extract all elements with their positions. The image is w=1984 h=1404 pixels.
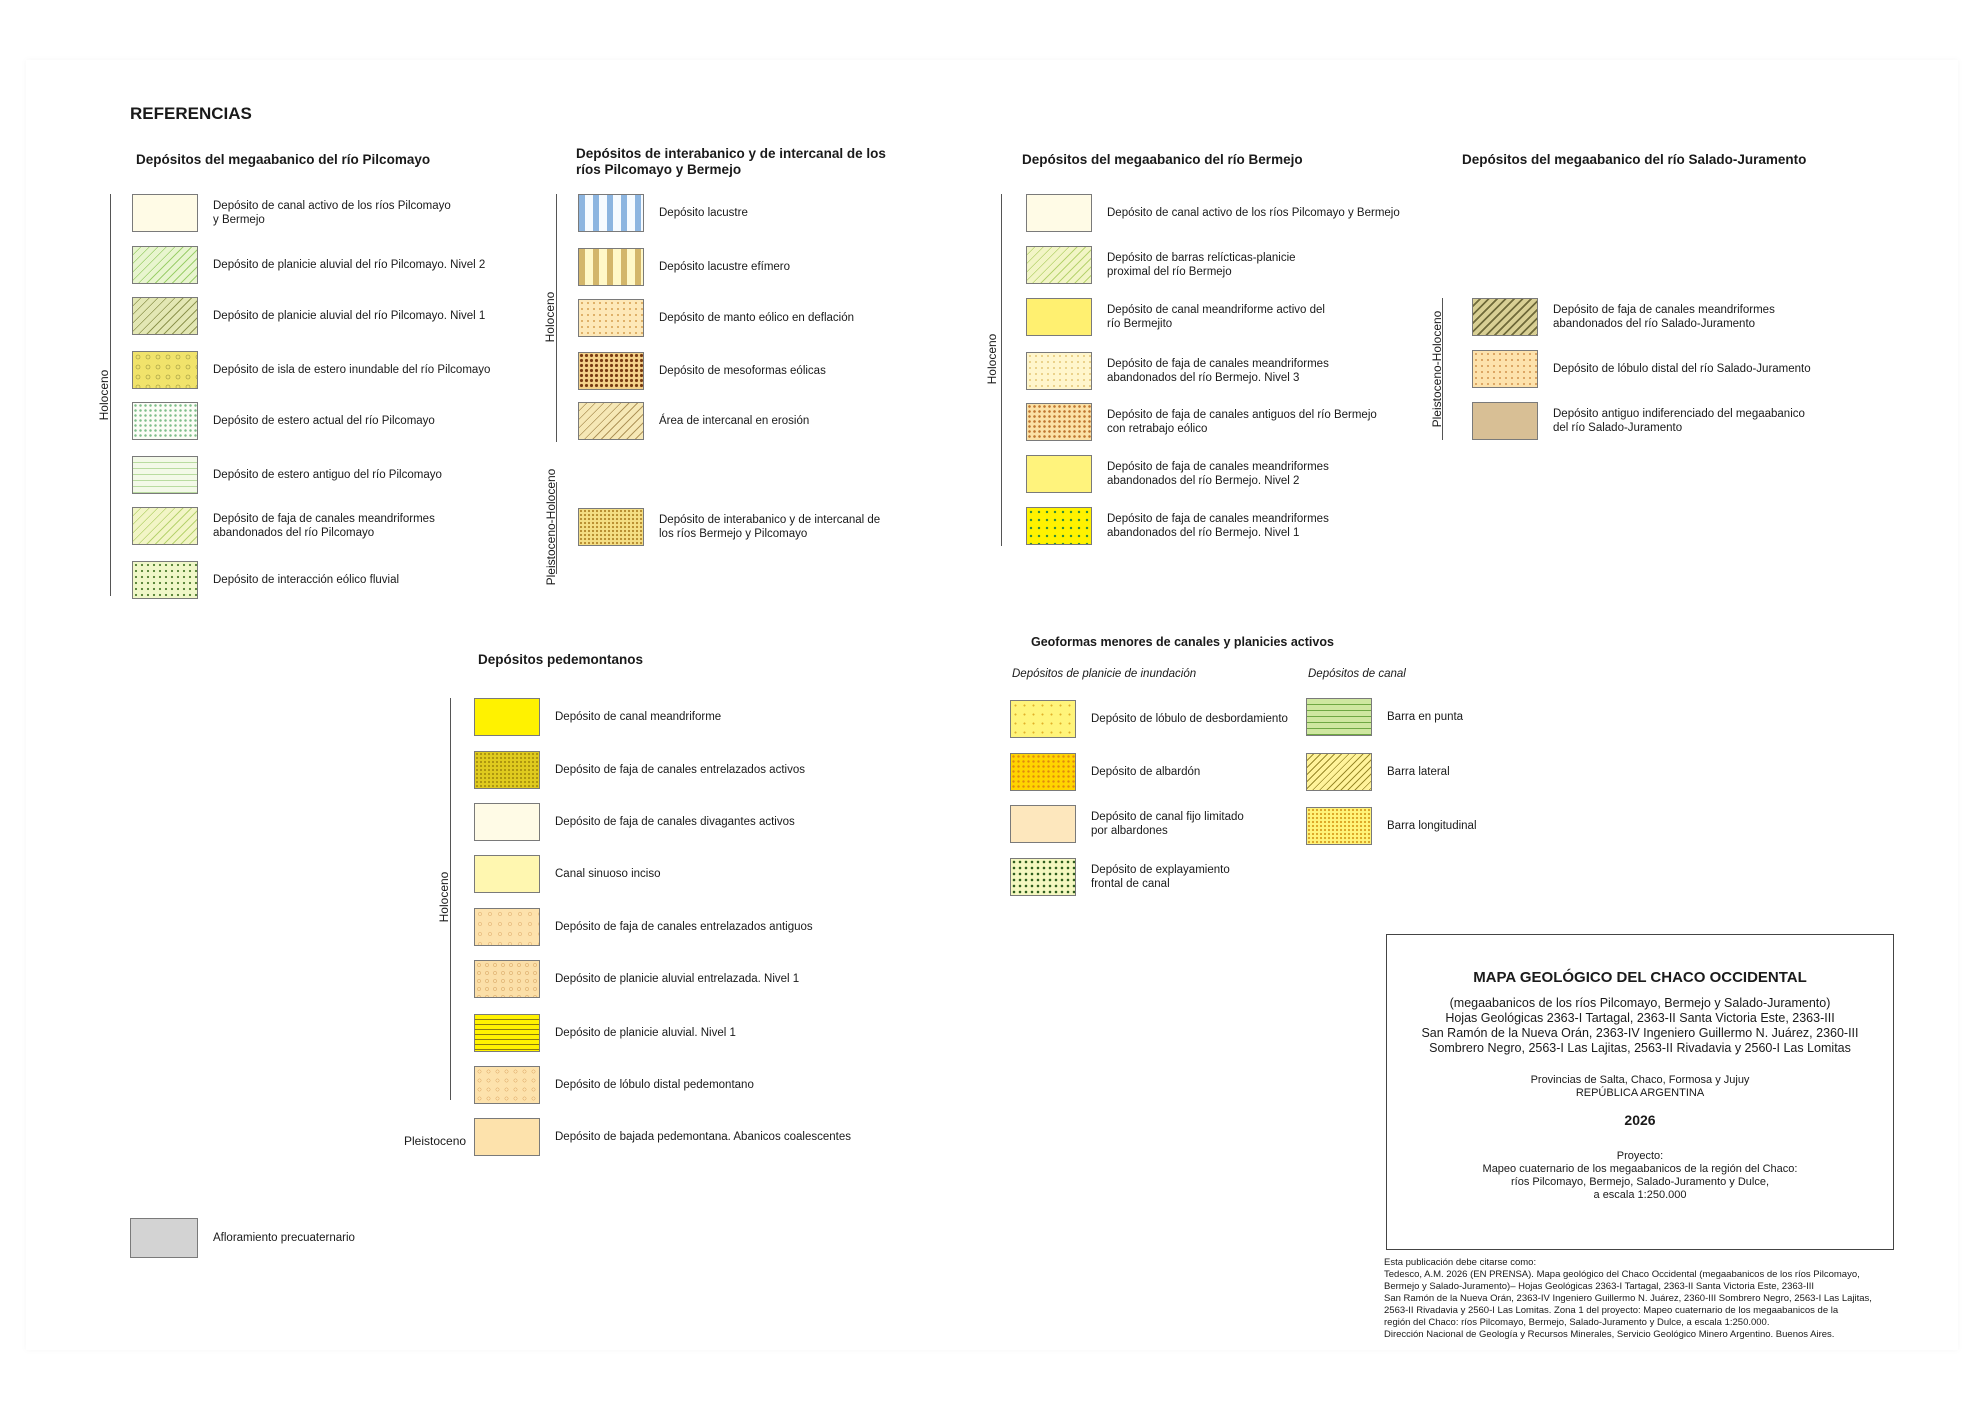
legend-item [132, 351, 513, 389]
legend-swatch [1472, 298, 1538, 336]
legend-item [474, 908, 875, 946]
legend-swatch [132, 402, 198, 440]
legend-label: Depósito de canal meandriforme [555, 711, 722, 723]
citation-text: Esta publicación debe citarse como: Tedesco, A.M. 2026 (EN PRENSA). Mapa geológico del Chaco Occidental (megaabanicos de los ríos Pilcomayo, Bermejo y Salado-Juramento)– Hojas Geológicas 2363-I Tartagal, 2363-II Santa Victoria Este, 2363-III San Ramón de la Nueva Orán, 2363-IV Ingeniero Guillermo N. Juárez, 2360-III Sombrero Negro, 2563-I Las Lajitas, 2563-II Rivadavia y 2560-I Las Lomitas. Zona 1 del proyecto: Mapeo cuaternario de los megaabanicos de la región del Chaco: ríos Pilcomayo, Bermejo, Salado-Juramento y Dulce, a escala 1:250.000. Dirección Nacional de Geología y Recursos Minerales, Servicio Geológico Minero Argentino. Buenos Aires. [1384, 1257, 1872, 1340]
legend-label: Barra lateral [1387, 766, 1450, 778]
legend-swatch [1026, 507, 1092, 545]
legend-label: Área de intercanal en erosión [659, 415, 810, 427]
subtitle-planicie: Depósitos de planicie de inundación [1012, 668, 1197, 680]
legend-swatch [578, 299, 644, 337]
legend-swatch [132, 456, 198, 494]
age-label-pedemontanos-pleisto: Pleistoceno [404, 1134, 467, 1148]
legend-label: Depósito de faja de canales meandriformes abandonados del río Pilcomayo [213, 513, 435, 539]
age-label-interabanico-holoceno: Holoceno [543, 291, 557, 343]
legend-label: Depósito de bajada pedemontana. Abanicos coalescentes [555, 1131, 852, 1143]
legend-label: Depósito de estero antiguo del río Pilcomayo [213, 469, 442, 481]
age-label-bermejo: Holoceno [985, 333, 999, 385]
legend-item [1026, 194, 1427, 232]
legend-sheet [26, 60, 1958, 1350]
legend-item [132, 507, 513, 545]
legend-title: REFERENCIAS [130, 104, 252, 123]
legend-item [474, 1014, 875, 1052]
legend-swatch [1026, 352, 1092, 390]
legend-label: Depósito de lóbulo distal del río Salado-Juramento [1553, 363, 1811, 375]
map-title: MAPA GEOLÓGICO DEL CHACO OCCIDENTAL [1473, 969, 1807, 986]
section-title-pilcomayo: Depósitos del megaabanico del río Pilcomayo [136, 152, 431, 167]
legend-label: Depósito de canal fijo limitado por albardones [1091, 811, 1244, 837]
legend-label: Depósito lacustre efímero [659, 261, 791, 273]
legend-swatch [1472, 350, 1538, 388]
legend-swatch [1010, 858, 1076, 896]
legend-label: Depósito de estero actual del río Pilcomayo [213, 415, 435, 427]
legend-swatch [1472, 402, 1538, 440]
legend-label: Depósito de interabanico y de intercanal de los ríos Bermejo y Pilcomayo [659, 514, 881, 540]
legend-swatch [1026, 403, 1092, 441]
legend-swatch [132, 351, 198, 389]
legend-swatch [1306, 698, 1372, 736]
legend-swatch [132, 194, 198, 232]
legend-label: Depósito de canal activo de los ríos Pilcomayo y Bermejo [213, 200, 451, 226]
section-title-pedemontanos: Depósitos pedemontanos [478, 652, 644, 667]
legend-label: Depósito de planicie aluvial del río Pilcomayo. Nivel 1 [213, 310, 486, 322]
legend-swatch [474, 960, 540, 998]
legend-swatch [474, 1066, 540, 1104]
legend-label: Depósito de faja de canales divagantes activos [555, 816, 795, 828]
legend-item [578, 402, 959, 440]
legend-swatch [1026, 455, 1092, 493]
legend-label: Depósito de faja de canales meandriformes abandonados del río Salado-Juramento [1553, 304, 1775, 330]
legend-item [132, 297, 513, 335]
legend-label: Depósito de faja de canales entrelazados activos [555, 764, 805, 776]
legend-swatch [1306, 807, 1372, 845]
map-title-box [1386, 934, 1894, 1250]
map-provinces: Provincias de Salta, Chaco, Formosa y Jujuy REPÚBLICA ARGENTINA [1530, 1074, 1750, 1099]
legend-label: Depósito de planicie aluvial. Nivel 1 [555, 1027, 736, 1039]
map-subtitle: (megaabanicos de los ríos Pilcomayo, Bermejo y Salado-Juramento) Hojas Geológicas 2363-I Tartagal, 2363-II Santa Victoria Este, 2363-III San Ramón de la Nueva Orán, 2363-IV Ingeniero Guillermo N. Juárez, 2360-III Sombrero Negro, 2563-I Las Lajitas, 2563-II Rivadavia y 2560-I Las Lomitas [1421, 996, 1859, 1055]
legend-label: Depósito de interacción eólico fluvial [213, 574, 400, 586]
legend-item [1026, 246, 1427, 284]
legend-swatch [578, 352, 644, 390]
legend-label: Depósito de faja de canales meandriformes abandonados del río Bermejo. Nivel 2 [1107, 461, 1329, 487]
legend-swatch [132, 246, 198, 284]
legend-swatch [1306, 753, 1372, 791]
legend-label: Depósito de canal activo de los ríos Pilcomayo y Bermejo [1107, 207, 1400, 219]
legend-label: Canal sinuoso inciso [555, 868, 661, 880]
legend-label: Depósito de lóbulo de desbordamiento [1091, 713, 1288, 725]
legend-item [474, 855, 875, 893]
legend-item [1026, 352, 1427, 390]
section-title-bermejo: Depósitos del megaabanico del río Bermejo [1022, 152, 1303, 167]
legend-label: Barra longitudinal [1387, 820, 1477, 832]
legend-swatch [1010, 805, 1076, 843]
legend-swatch [1026, 194, 1092, 232]
legend-swatch [578, 248, 644, 286]
legend-item [132, 456, 513, 494]
legend-item [578, 194, 959, 232]
subtitle-canal: Depósitos de canal [1308, 668, 1406, 680]
legend-label: Depósito antiguo indiferenciado del megaabanico del río Salado-Juramento [1553, 408, 1805, 434]
legend-item [474, 803, 875, 841]
section-title-geoformas: Geoformas menores de canales y planicies activos [1031, 635, 1334, 649]
legend-label: Depósito de explayamiento frontal de canal [1091, 864, 1230, 890]
legend-label: Depósito de canal meandriforme activo del río Bermejito [1107, 304, 1325, 330]
legend-swatch [578, 402, 644, 440]
age-bracket-bermejo [1001, 194, 1002, 546]
legend-swatch [1010, 753, 1076, 791]
legend-swatch [578, 194, 644, 232]
legend-item [132, 194, 513, 232]
legend-item [1026, 507, 1427, 545]
legend-label: Afloramiento precuaternario [213, 1232, 355, 1244]
legend-item [1306, 807, 1687, 845]
legend-label: Depósito de faja de canales meandriformes abandonados del río Bermejo. Nivel 3 [1107, 358, 1329, 384]
legend-swatch [132, 297, 198, 335]
legend-item [1306, 753, 1687, 791]
legend-item [578, 299, 959, 337]
legend-label: Depósito de isla de estero inundable del río Pilcomayo [213, 364, 491, 376]
age-label-pedemontanos-holoceno: Holoceno [437, 871, 451, 923]
legend-label: Depósito de barras relícticas-planicie proximal del río Bermejo [1107, 252, 1296, 278]
legend-label: Depósito de manto eólico en deflación [659, 312, 854, 324]
map-year: 2026 [1624, 1112, 1656, 1128]
legend-swatch [474, 698, 540, 736]
legend-label: Depósito lacustre [659, 207, 748, 219]
legend-swatch [1010, 700, 1076, 738]
legend-item [1472, 402, 1853, 440]
legend-item [474, 698, 875, 736]
legend-item [474, 1066, 875, 1104]
legend-item [578, 508, 959, 546]
legend-item [474, 751, 875, 789]
legend-item [132, 402, 513, 440]
age-label-pilcomayo: Holoceno [97, 369, 111, 421]
age-label-interabanico-pleisto: Pleistoceno-Holoceno [544, 468, 558, 586]
legend-label: Depósito de faja de canales entrelazados antiguos [555, 921, 813, 933]
legend-item [132, 246, 513, 284]
legend-swatch [132, 561, 198, 599]
legend-item [474, 960, 875, 998]
legend-item [1472, 298, 1853, 336]
legend-item [1010, 858, 1391, 896]
legend-item [1026, 455, 1427, 493]
legend-swatch [474, 1118, 540, 1156]
legend-label: Depósito de planicie aluvial entrelazada. Nivel 1 [555, 973, 800, 985]
legend-label: Depósito de planicie aluvial del río Pilcomayo. Nivel 2 [213, 259, 486, 271]
legend-item [1306, 698, 1687, 736]
legend-item [578, 352, 959, 390]
legend-swatch [474, 803, 540, 841]
map-project: Proyecto: Mapeo cuaternario de los megaabanicos de la región del Chaco: ríos Pilcomayo, Bermejo, Salado-Juramento y Dulce, a escala 1:250.000 [1482, 1150, 1798, 1201]
legend-item [578, 248, 959, 286]
legend-swatch [130, 1218, 198, 1258]
legend-swatch [474, 855, 540, 893]
legend-swatch [474, 908, 540, 946]
legend-item [130, 1218, 513, 1258]
legend-label: Depósito de albardón [1091, 766, 1201, 778]
legend-swatch [578, 508, 644, 546]
age-label-salado: Pleistoceno-Holoceno [1430, 310, 1444, 428]
legend-item [1026, 403, 1427, 441]
section-title-salado: Depósitos del megaabanico del río Salado-Juramento [1462, 152, 1807, 167]
legend-item [1472, 350, 1853, 388]
legend-swatch [474, 751, 540, 789]
legend-label: Depósito de faja de canales meandriformes abandonados del río Bermejo. Nivel 1 [1107, 513, 1329, 539]
legend-item [1026, 298, 1427, 336]
legend-swatch [1026, 246, 1092, 284]
section-title-interabanico: Depósitos de interabanico y de intercanal de los ríos Pilcomayo y Bermejo [576, 146, 886, 177]
legend-swatch [132, 507, 198, 545]
legend-label: Depósito de lóbulo distal pedemontano [555, 1079, 754, 1091]
legend-swatch [474, 1014, 540, 1052]
legend-swatch [1026, 298, 1092, 336]
legend-label: Depósito de mesoformas eólicas [659, 365, 826, 377]
legend-item [132, 561, 513, 599]
legend-item [474, 1118, 875, 1156]
legend-label: Depósito de faja de canales antiguos del río Bermejo con retrabajo eólico [1107, 409, 1377, 435]
legend-label: Barra en punta [1387, 711, 1464, 723]
